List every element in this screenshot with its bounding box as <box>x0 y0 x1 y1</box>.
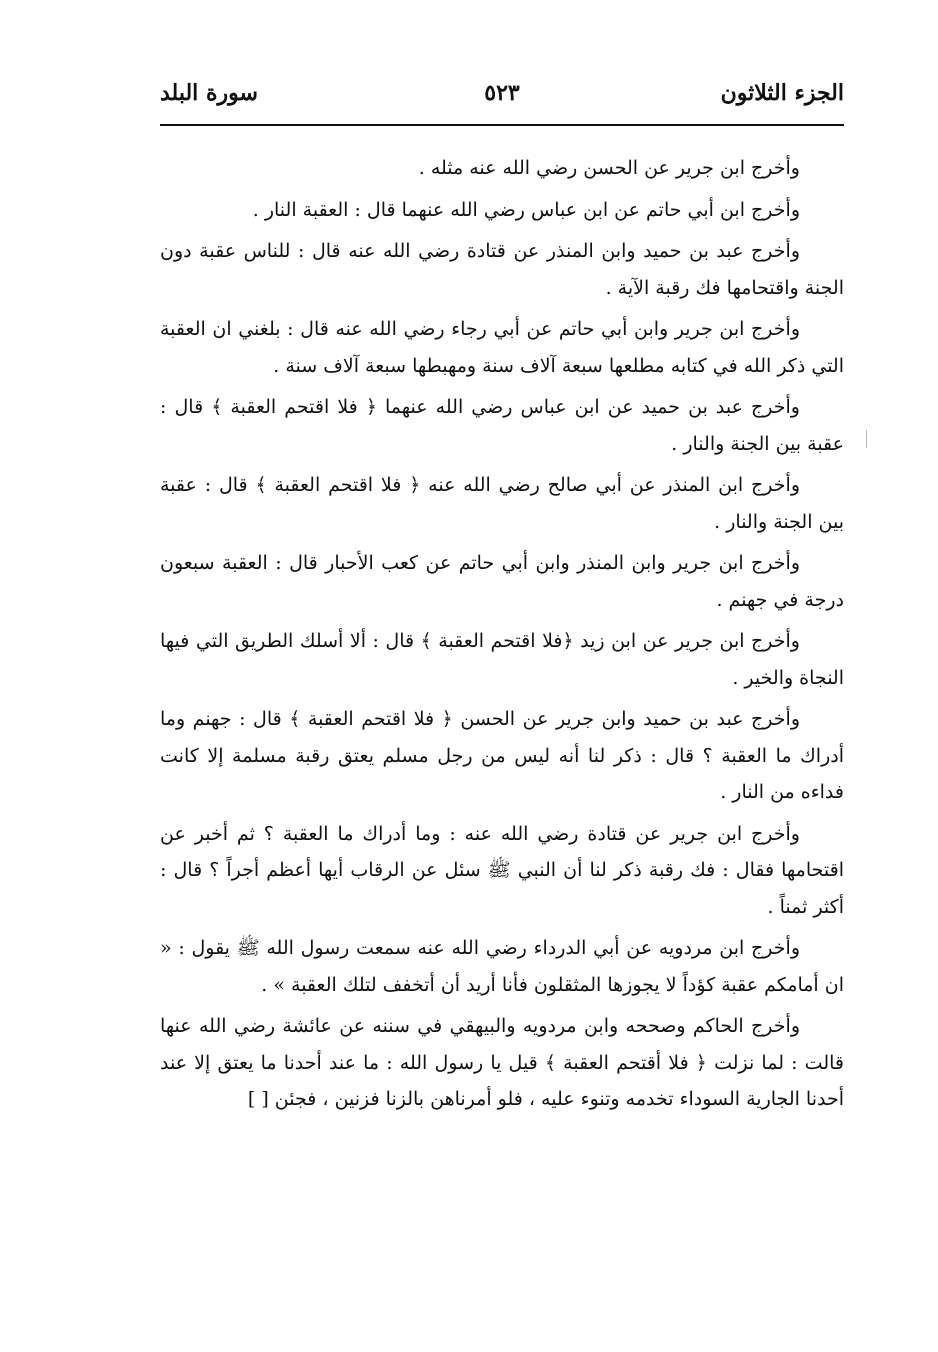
paragraph: وأخرج ابن المنذر عن أبي صالح رضي الله عنه ﴿ فلا اقتحم العقبة ﴾ قال : عقبة بين الجنة والنار . <box>160 474 844 533</box>
header-rule <box>160 124 844 126</box>
paragraph: وأخرج ابن أبي حاتم عن ابن عباس رضي الله عنهما قال : العقبة النار . <box>252 198 800 221</box>
paragraph: وأخرج ابن جرير عن ابن زيد ﴿فلا اقتحم العقبة ﴾ قال : ألا أسلك الطريق التي فيها النجاة والخير . <box>160 630 844 689</box>
part-title: الجزء الثلاثون <box>720 80 844 106</box>
margin-mark <box>866 430 867 448</box>
page-number: ٥٢٣ <box>484 80 520 106</box>
paragraph: وأخرج ابن جرير وابن المنذر وابن أبي حاتم عن كعب الأحبار قال : العقبة سبعون درجة في جهنم . <box>160 552 844 611</box>
paragraph: وأخرج عبد بن حميد عن ابن عباس رضي الله عنهما ﴿ فلا اقتحم العقبة ﴾ قال : عقبة بين الجنة والنار . <box>160 396 844 455</box>
page-body <box>160 150 844 1123</box>
paragraph: وأخرج الحاكم وصححه وابن مردويه والبيهقي في سننه عن عائشة رضي الله عنها قالت : لما نزلت ﴿ فلا أقتحم العقبة ﴾ قيل يا رسول الله : ما عند أحدنا ما يعتق إلا عند أحدنا الجارية السوداء تخدمه وتنوء عليه ، فلو أمرناهن بالزنا فزنين ، فجئن [ ] <box>160 1015 844 1110</box>
paragraph: وأخرج عبد بن حميد وابن المنذر عن قتادة رضي الله عنه قال : للناس عقبة دون الجنة واقتحامها فك رقبة الآية . <box>160 240 844 299</box>
surah-title: سورة البلد <box>160 80 258 106</box>
paragraph: وأخرج عبد بن حميد وابن جرير عن الحسن ﴿ فلا اقتحم العقبة ﴾ قال : جهنم وما أدراك ما العقبة ؟ قال : ذكر لنا أنه ليس من رجل مسلم يعتق رقبة مسلمة إلا كانت فداءه من النار . <box>160 708 844 803</box>
paragraph: وأخرج ابن جرير وابن أبي حاتم عن أبي رجاء رضي الله عنه قال : بلغني ان العقبة التي ذكر الله في كتابه مطلعها سبعة آلاف سنة ومهبطها سبعة آلاف سنة . <box>160 318 844 377</box>
page-header <box>160 80 844 116</box>
paragraph: وأخرج ابن مردويه عن أبي الدرداء رضي الله عنه سمعت رسول الله ﷺ يقول : « ان أمامكم عقبة كؤداً لا يجوزها المثقلون فأنا أريد أن أتخفف لتلك العقبة » . <box>160 937 844 996</box>
paragraph: وأخرج ابن جرير عن الحسن رضي الله عنه مثله . <box>418 157 800 179</box>
paragraph: وأخرج ابن جرير عن قتادة رضي الله عنه : وما أدراك ما العقبة ؟ ثم أخبر عن اقتحامها فقال : فك رقبة ذكر لنا أن النبي ﷺ سئل عن الرقاب أيها أعظم أجراً ؟ قال : أكثر ثمناً . <box>160 822 844 918</box>
